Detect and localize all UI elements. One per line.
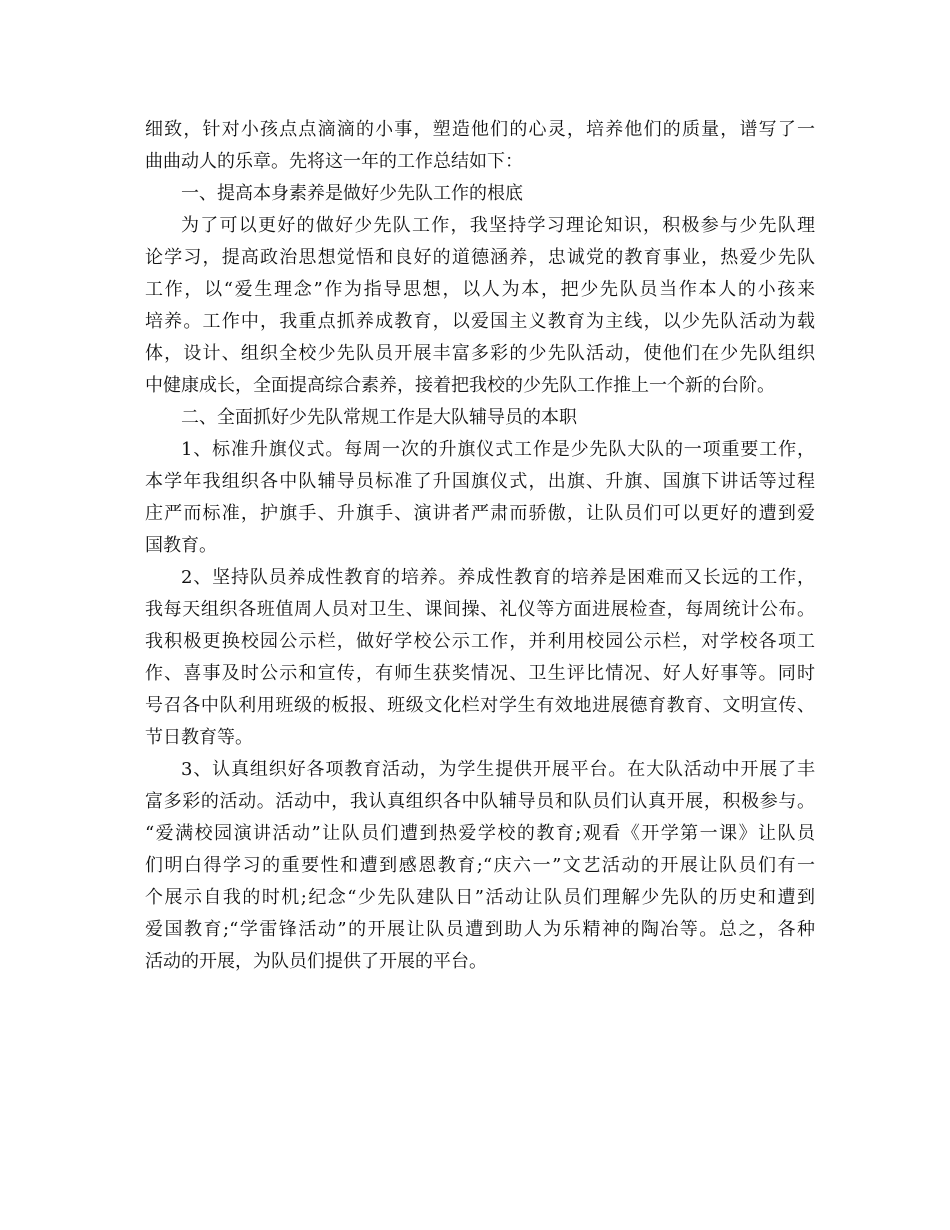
text-line: 体，设计、组织全校少先队员开展丰富多彩的少先队活动，使他们在少先队组织 xyxy=(145,343,815,364)
body-paragraph-1 xyxy=(145,210,815,402)
text-line: 2、坚持队员养成性教育的培养。养成性教育的培养是困难而又长远的工作， xyxy=(181,567,815,588)
heading-line: 一、提高本身素养是做好少先队工作的根底 xyxy=(181,183,523,204)
intro-paragraph xyxy=(145,114,815,178)
text-line: 为了可以更好的做好少先队工作，我坚持学习理论知识，积极参与少先队理 xyxy=(181,215,815,236)
text-line: 本学年我组织各中队辅导员标准了升国旗仪式，出旗、升旗、国旗下讲话等过程 xyxy=(145,471,815,492)
text-line: 培养。工作中，我重点抓养成教育，以爱国主义教育为主线，以少先队活动为载 xyxy=(145,311,815,332)
text-line: 论学习，提高政治思想觉悟和良好的道德涵养，忠诚党的教育事业，热爱少先队 xyxy=(145,247,815,268)
text-line: 我积极更换校园公示栏，做好学校公示工作，并利用校园公示栏，对学校各项工 xyxy=(145,631,815,652)
body-paragraph-2 xyxy=(145,434,815,562)
text-line: 1、标准升旗仪式。每周一次的升旗仪式工作是少先队大队的一项重要工作， xyxy=(181,439,815,460)
text-line: 个展示自我的时机;纪念“少先队建队日”活动让队员们理解少先队的历史和遭到 xyxy=(145,887,815,908)
text-line: 作、喜事及时公示和宣传，有师生获奖情况、卫生评比情况、好人好事等。同时 xyxy=(145,663,815,684)
body-paragraph-4 xyxy=(145,754,815,978)
text-line: 我每天组织各班值周人员对卫生、课间操、礼仪等方面进展检查，每周统计公布。 xyxy=(145,599,815,620)
text-line: 富多彩的活动。活动中，我认真组织各中队辅导员和队员们认真开展，积极参与。 xyxy=(145,791,815,812)
text-line: 号召各中队利用班级的板报、班级文化栏对学生有效地进展德育教育、文明宣传、 xyxy=(145,695,815,716)
text-line: 3、认真组织好各项教育活动，为学生提供开展平台。在大队活动中开展了丰 xyxy=(181,759,815,780)
text-line: 工作，以“爱生理念”作为指导思想，以人为本，把少先队员当作本人的小孩来 xyxy=(145,279,815,300)
text-line: “爱满校园演讲活动”让队员们遭到热爱学校的教育;观看《开学第一课》让队员 xyxy=(145,823,815,844)
text-line: 中健康成长，全面提高综合素养，接着把我校的少先队工作推上一个新的台阶。 xyxy=(145,375,775,396)
text-line: 节日教育等。 xyxy=(145,727,253,748)
text-line: 国教育。 xyxy=(145,535,217,556)
text-line: 细致，针对小孩点点滴滴的小事，塑造他们的心灵，培养他们的质量，谱写了一 xyxy=(145,119,815,140)
text-line: 庄严而标准，护旗手、升旗手、演讲者严肃而骄傲，让队员们可以更好的遭到爱 xyxy=(145,503,815,524)
text-line: 活动的开展，为队员们提供了开展的平台。 xyxy=(145,951,487,972)
text-line: 爱国教育;“学雷锋活动”的开展让队员遭到助人为乐精神的陶冶等。总之，各种 xyxy=(145,919,815,940)
document-body xyxy=(145,114,815,978)
body-paragraph-3 xyxy=(145,562,815,754)
heading-line: 二、全面抓好少先队常规工作是大队辅导员的本职 xyxy=(181,407,577,428)
section-heading-1 xyxy=(145,178,815,210)
text-line: 们明白得学习的重要性和遭到感恩教育;“庆六一”文艺活动的开展让队员们有一 xyxy=(145,855,815,876)
section-heading-2 xyxy=(145,402,815,434)
text-line: 曲曲动人的乐章。先将这一年的工作总结如下： xyxy=(145,151,523,172)
